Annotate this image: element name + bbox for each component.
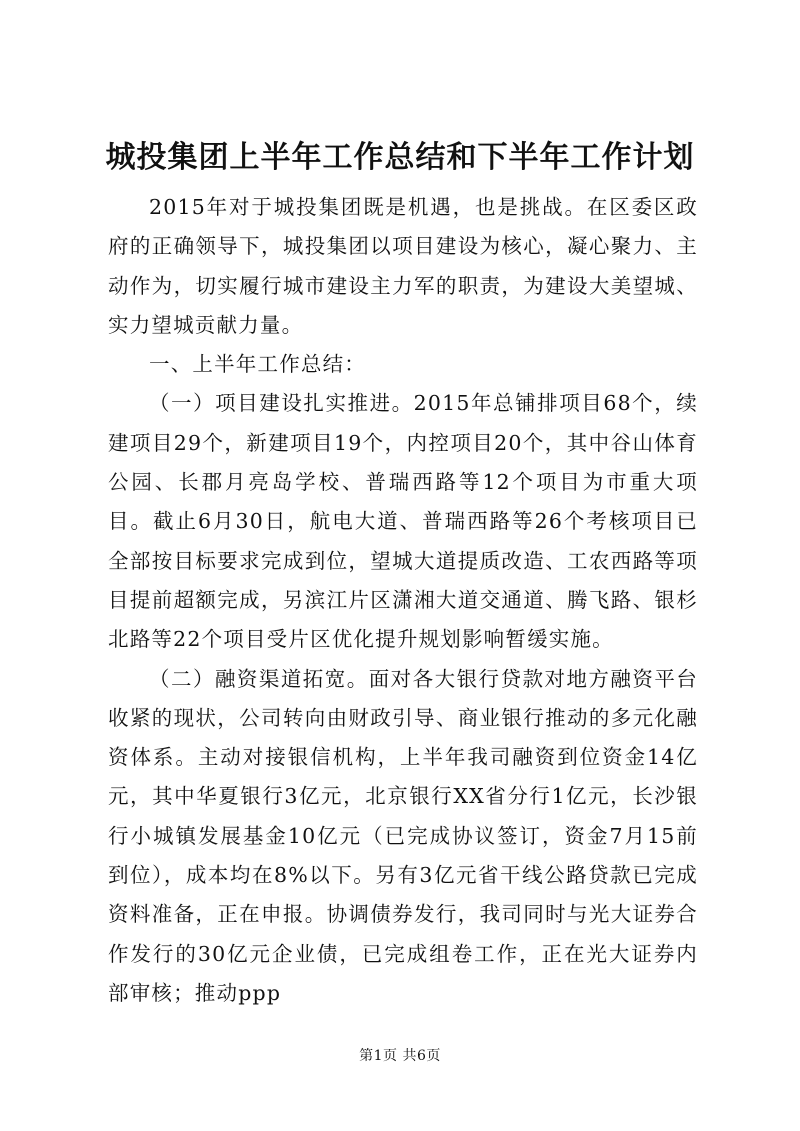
- financing-paragraph: （二）融资渠道拓宽。面对各大银行贷款对地方融资平台收紧的现状，公司转向由财政引导、商业银行推动的多元化融资体系。主动对接银信机构，上半年我司融资到位资金14亿元，其中华夏银行3亿元，北京银行XX省分行1亿元，长沙银行小城镇发展基金10亿元（已完成协议签订，资金7月15前到位），成本均在8%以下。另有3亿元省干线公路贷款已完成资料准备，正在申报。协调债券发行，我司同时与光大证券合作发行的30亿元企业债，已完成组卷工作，正在光大证券内部审核；推动ppp: [108, 666, 698, 1005]
- document-body: [108, 188, 698, 1013]
- page-footer: 第1页 共6页: [359, 1048, 441, 1064]
- document-title: 城投集团上半年工作总结和下半年工作计划: [105, 140, 695, 175]
- intro-paragraph: 2015年对于城投集团既是机遇，也是挑战。在区委区政府的正确领导下，城投集团以项目建设为核心，凝心聚力、主动作为，切实履行城市建设主力军的职责，为建设大美望城、实力望城贡献力量。: [108, 195, 698, 337]
- section-heading: 一、上半年工作总结：: [149, 352, 366, 377]
- project-construction-paragraph: （一）项目建设扎实推进。2015年总铺排项目68个，续建项目29个，新建项目19个，内控项目20个，其中谷山体育公园、长郡月亮岛学校、普瑞西路等12个项目为市重大项目。截止6月30日，航电大道、普瑞西路等26个考核项目已全部按目标要求完成到位，望城大道提质改造、工农西路等项目提前超额完成，另滨江片区潇湘大道交通道、腾飞路、银杉北路等22个项目受片区优化提升规划影响暂缓实施。: [108, 391, 698, 652]
